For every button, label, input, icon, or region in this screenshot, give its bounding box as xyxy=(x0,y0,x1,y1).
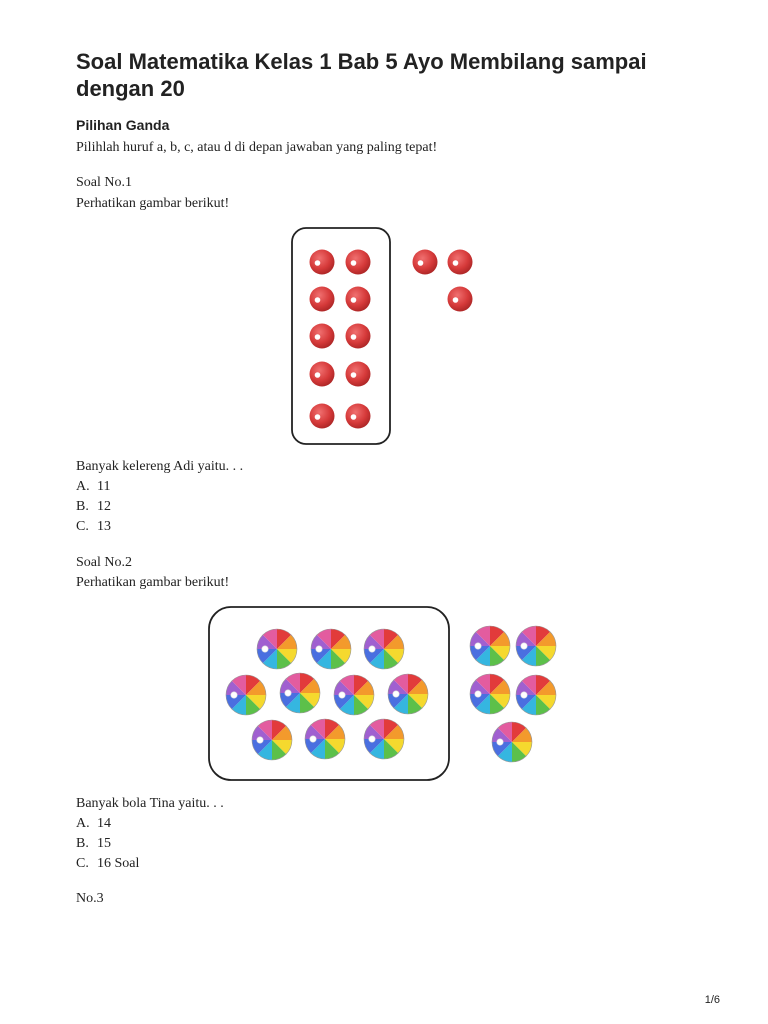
option-text: 14 xyxy=(97,816,111,831)
question-1-option-c[interactable] xyxy=(76,518,111,535)
ball-icon xyxy=(470,626,510,666)
marble-icon xyxy=(310,404,335,429)
question-1-option-a[interactable] xyxy=(76,478,110,495)
ball-icon xyxy=(226,675,266,715)
balls-figure xyxy=(200,600,570,788)
ball-icon xyxy=(311,629,351,669)
question-1-text: Banyak kelereng Adi yaitu. . . xyxy=(76,459,244,474)
option-letter: B. xyxy=(76,836,89,851)
ball-icon xyxy=(470,674,510,714)
marble-icon xyxy=(310,287,335,312)
ball-icon xyxy=(257,629,297,669)
marble-icon xyxy=(448,287,473,312)
marble-icon xyxy=(310,250,335,275)
marble-box xyxy=(292,228,390,444)
marble-icon xyxy=(346,250,371,275)
option-letter: A. xyxy=(76,816,90,831)
option-text: 13 xyxy=(97,519,111,534)
option-letter: A. xyxy=(76,479,90,494)
question-2-option-b[interactable] xyxy=(76,835,111,852)
marble-icon xyxy=(448,250,473,275)
marble-icon xyxy=(413,250,438,275)
marble-icon xyxy=(310,324,335,349)
ball-icon xyxy=(516,675,556,715)
ball-icon xyxy=(388,674,428,714)
ball-icon xyxy=(364,719,404,759)
question-1-option-b[interactable] xyxy=(76,498,111,515)
page-number: 1/6 xyxy=(704,994,720,1006)
question-2-text: Banyak bola Tina yaitu. . . xyxy=(76,796,224,811)
page-title: Soal Matematika Kelas 1 Bab 5 Ayo Membilang sampai dengan 20 xyxy=(76,49,647,101)
option-text: 15 xyxy=(97,836,111,851)
option-letter: C. xyxy=(76,856,89,871)
option-text: 12 xyxy=(97,499,111,514)
ball-icon xyxy=(364,629,404,669)
marbles-figure xyxy=(280,222,480,450)
next-question-label: No.3 xyxy=(76,891,104,906)
option-text: 11 xyxy=(97,479,111,494)
instruction-text: Pilihlah huruf a, b, c, atau d di depan jawaban yang paling tepat! xyxy=(76,140,438,155)
marble-icon xyxy=(346,404,371,429)
question-2-prompt: Perhatikan gambar berikut! xyxy=(76,575,230,590)
ball-icon xyxy=(305,719,345,759)
option-letter: C. xyxy=(76,519,89,534)
marble-icon xyxy=(346,324,371,349)
marble-icon xyxy=(346,362,371,387)
question-2-option-c[interactable] xyxy=(76,855,139,872)
ball-icon xyxy=(492,722,532,762)
marble-icon xyxy=(310,362,335,387)
ball-icon xyxy=(334,675,374,715)
section-heading: Pilihan Ganda xyxy=(76,117,170,133)
option-text: 16 Soal xyxy=(97,856,140,871)
ball-icon xyxy=(252,720,292,760)
ball-icon xyxy=(280,673,320,713)
ball-icon xyxy=(516,626,556,666)
question-1-prompt: Perhatikan gambar berikut! xyxy=(76,196,230,211)
question-1-label: Soal No.1 xyxy=(76,175,132,190)
question-2-option-a[interactable] xyxy=(76,815,111,832)
marble-icon xyxy=(346,287,371,312)
option-letter: B. xyxy=(76,499,89,514)
question-2-label: Soal No.2 xyxy=(76,555,132,570)
